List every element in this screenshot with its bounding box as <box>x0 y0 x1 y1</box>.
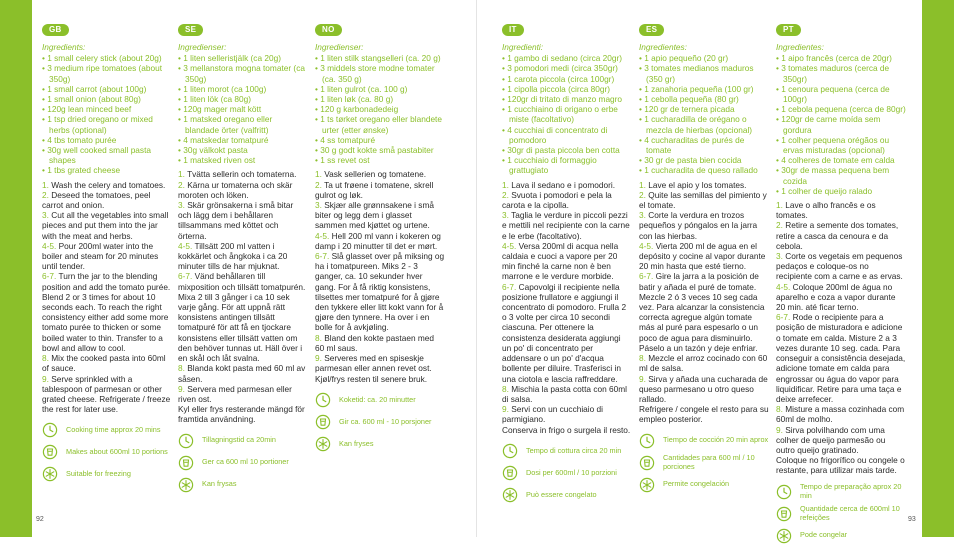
method-step <box>639 353 769 373</box>
ingredient-item: • 30gr de massa pequena bem cozida <box>776 165 906 185</box>
method-steps <box>776 200 906 475</box>
step-text: Sirva y añada una cucharada de queso parmesano u otro queso rallado. <box>639 373 768 404</box>
step-text: Capovolgi il recipiente nella posizione frullatore e aggiungi il concentrato di pomodoro. Frulla 2 o 3 volte per circa 10 secondi ciascuna. Per ottenere la consistenza desiderata aggiungi un po' di concentrato per addensare o un po' d'acqua bollente per diluire. Trasferisci in una ciotola e lascia raffreddare. <box>502 281 627 384</box>
step-text: Svuota i pomodori e pela la carota e la cipolla. <box>502 189 612 211</box>
step-text: Skär grönsakerna i små bitar och lägg dem i behållaren tillsammans med köttet och örterna. <box>178 200 294 241</box>
ingredient-item: • 1 gambo di sedano (circa 20gr) <box>502 53 632 63</box>
step-number: 1. <box>639 179 646 190</box>
ingredient-item: • 1 liten gulrot (ca. 100 g) <box>315 84 445 94</box>
method-step <box>42 190 172 210</box>
info-text: Pode congelar <box>800 530 848 540</box>
method-step <box>178 241 308 272</box>
snowflake-icon <box>42 466 58 482</box>
measuring-jug-icon <box>639 455 655 471</box>
ingredient-item: • 120gr de carne moída sem gordura <box>776 114 906 134</box>
ingredient-item: • 1 tsp dried oregano or mixed herbs (optional) <box>42 114 172 134</box>
method-step <box>776 200 906 220</box>
step-number: 2. <box>178 179 185 190</box>
step-text: Servera med parmesan eller riven ost. <box>178 383 292 404</box>
info-row <box>42 463 172 485</box>
step-number: 9. <box>639 373 646 384</box>
ingredient-item: • 120g mager malt kött <box>178 104 308 114</box>
ingredient-item: • 1 matsked oregano eller blandade örter (valfritt) <box>178 114 308 134</box>
step-number: 6-7. <box>315 251 330 262</box>
method-step <box>42 353 172 373</box>
info-text: Gir ca. 600 ml - 10 porsjoner <box>339 416 432 426</box>
info-text: Quantidade cerca de 600ml 10 refeições <box>800 504 900 522</box>
ingredient-item: • 1 ts tørket oregano eller blandete urter (etter ønske) <box>315 114 445 134</box>
step-text: Ta ut frøene i tomatene, skrell gulrot og løk. <box>315 179 434 200</box>
step-text: Serve sprinkled with a tablespoon of parmesan or other grated cheese. Refrigerate / freeze the rest for later use. <box>42 373 171 415</box>
info-text: Kan fryses <box>339 438 374 448</box>
step-text: Coloque 200ml de água no aparelho e coza a vapor durante 20 min. até ficar terno. <box>776 281 896 313</box>
info-row <box>315 411 445 433</box>
step-text: Versa 200ml di acqua nella caldaia e cuoci a vapore per 20 min finché la carne non è ben marrone e le verdure morbide. <box>502 240 619 282</box>
recipe-info <box>639 430 769 496</box>
info-text: Ger ca 600 ml 10 portioner <box>202 457 289 467</box>
step-number: 1. <box>315 169 322 180</box>
step-number: 2. <box>776 220 783 231</box>
method-step <box>315 353 445 384</box>
language-badge: IT <box>502 24 524 36</box>
step-text: Vierta 200 ml de agua en el depósito y cocine al vapor durante 20 min hasta que esté tierno. <box>639 240 766 272</box>
step-text: Lava il sedano e i pomodori. <box>511 179 616 190</box>
method-step <box>639 210 769 241</box>
method-step <box>42 180 172 190</box>
step-text: Mezcle el arroz cocinado con 60 ml de salsa. <box>639 353 768 374</box>
recipe-info <box>42 419 172 485</box>
method-step <box>502 282 632 384</box>
ingredients-heading: Ingredienser: <box>178 42 227 52</box>
step-number: 9. <box>42 373 49 384</box>
recipe-column-pt <box>776 24 906 547</box>
recipe-column-it <box>502 24 632 506</box>
step-number: 2. <box>502 189 509 200</box>
ingredient-item: • 3 tomates maduros (cerca de 350gr) <box>776 63 906 83</box>
snowflake-icon <box>502 487 518 503</box>
method-steps <box>42 180 172 415</box>
ingredient-item: • 4 colheres de tomate em calda <box>776 155 906 165</box>
ingredient-item: • 3 tomates medianos maduros (350 gr) <box>639 63 769 83</box>
ingredient-item: • 120 g karbonadedeig <box>315 104 445 114</box>
method-step <box>178 271 308 363</box>
info-text: Può essere congelato <box>526 489 597 499</box>
recipe-info <box>315 389 445 455</box>
ingredient-list <box>315 53 445 165</box>
step-text: Vänd behållaren till mixposition och tillsätt tomatpurén. Mixa 2 till 3 gånger i ca 10 sek varje gång. För att uppnå rätt konsistens antingen tillsätt tomatpuré för att få en tjockare konsistens eller tillsätt vatten om den behöver tunnas ut. Häll över i en skål och låt svalna. <box>178 271 306 364</box>
ingredient-item: • 1 cebolla pequeña (80 gr) <box>639 94 769 104</box>
step-text: Bland den kokte pastaen med 60 ml saus. <box>315 332 435 353</box>
recipe-info <box>178 430 308 496</box>
step-number: 9. <box>502 404 509 415</box>
ingredient-item: • 1 aipo francês (cerca de 20gr) <box>776 53 906 63</box>
storage-note: Conserva in frigo o surgela il resto. <box>502 424 631 435</box>
step-text: Deseed the tomatoes, peel carrot and onion. <box>42 189 151 211</box>
snowflake-icon <box>315 436 331 452</box>
step-text: Gire la jarra a la posición de batir y añada el puré de tomate. Mezcle 2 ó 3 veces 10 seg cada vez. Para alcanzar la consistencia correcta agregue algún tomate más al puré para espesarlo o un poco de agua para disminuirlo. Páselo a un tazón y deje enfriar. <box>639 271 765 353</box>
recipe-column-es <box>639 24 769 496</box>
info-text: Makes about 600ml 10 portions <box>66 447 168 457</box>
measuring-jug-icon <box>42 444 58 460</box>
method-steps <box>639 180 769 425</box>
page-number-left: 92 <box>36 516 44 523</box>
ingredient-item: • 4 cucchiai di concentrato di pomodoro <box>502 125 632 145</box>
method-step <box>315 333 445 353</box>
language-badge: NO <box>315 24 342 36</box>
step-text: Lave o alho francês e os tomates. <box>776 200 876 221</box>
ingredient-item: • 1 cipolla piccola (circa 80gr) <box>502 84 632 94</box>
ingredient-item: • 1 cucchiaino di origano o erbe miste (facoltativo) <box>502 104 632 124</box>
ingredient-item: • 1 small celery stick (about 20g) <box>42 53 172 63</box>
ingredient-item: • 1 ss revet ost <box>315 155 445 165</box>
info-text: Suitable for freezing <box>66 469 131 479</box>
ingredient-item: • 4 matskedar tomatpuré <box>178 135 308 145</box>
step-text: Corte la verdura en trozos pequeños y póngalos en la jarra con las hierbas. <box>639 210 758 241</box>
step-text: Sirva polvilhando com uma colher de queijo parmesão ou outro queijo gratinado. <box>776 424 886 455</box>
storage-note: Kyl eller frys resterande mängd för framtida användning. <box>178 404 305 425</box>
step-text: Hell 200 ml vann i kokeren og damp i 20 minutter til det er mørt. <box>315 230 441 251</box>
method-step <box>502 384 632 404</box>
step-text: Lave el apio y los tomates. <box>648 179 747 190</box>
step-number: 4-5. <box>502 240 517 251</box>
storage-note: Coloque no frigorífico ou congele o restante, para utilizar mais tarde. <box>776 455 905 476</box>
ingredient-item: • 3 middels store modne tomater (ca. 350 g) <box>315 63 445 83</box>
method-steps <box>315 169 445 383</box>
ingredient-item: • 120g lean minced beef <box>42 104 172 114</box>
step-text: Taglia le verdure in piccoli pezzi e mettili nel recipiente con la carne e le erbe (facoltativo). <box>502 210 630 241</box>
ingredients-heading: Ingredientes: <box>639 42 687 52</box>
ingredient-item: • 4 ss tomatpuré <box>315 135 445 145</box>
method-step <box>639 374 769 405</box>
method-step <box>315 169 445 179</box>
ingredient-item: • 1 liten selleristjälk (ca 20g) <box>178 53 308 63</box>
ingredients-heading: Ingredienser: <box>315 42 364 52</box>
step-text: Corte os vegetais em pequenos pedaços e coloque-os no recipiente com a carne e as ervas. <box>776 251 903 282</box>
method-steps <box>502 180 632 435</box>
info-row <box>178 474 308 496</box>
step-number: 2. <box>315 179 322 190</box>
info-row <box>178 430 308 452</box>
measuring-jug-icon <box>502 465 518 481</box>
method-step <box>42 271 172 353</box>
recipe-column-se <box>178 24 308 496</box>
info-row <box>502 440 632 462</box>
snowflake-icon <box>178 477 194 493</box>
method-step <box>502 210 632 241</box>
step-number: 4-5. <box>776 281 791 292</box>
ingredient-list <box>502 53 632 175</box>
ingredient-item: • 4 tbs tomato purée <box>42 135 172 145</box>
ingredient-item: • 1 cucharadilla de orégano o mezcla de hierbas (opcional) <box>639 114 769 134</box>
info-row <box>776 525 906 547</box>
method-step <box>315 200 445 231</box>
measuring-jug-icon <box>315 414 331 430</box>
snowflake-icon <box>776 528 792 544</box>
language-badge: GB <box>42 24 69 36</box>
ingredient-item: • 120 gr de ternera picada <box>639 104 769 114</box>
step-number: 4-5. <box>639 240 654 251</box>
step-number: 4-5. <box>178 240 193 251</box>
info-row <box>639 452 769 474</box>
clock-icon <box>502 443 518 459</box>
info-row <box>639 474 769 496</box>
step-number: 8. <box>776 404 783 415</box>
method-step <box>315 251 445 333</box>
info-row <box>42 441 172 463</box>
step-number: 3. <box>315 200 322 211</box>
step-number: 8. <box>315 332 322 343</box>
ingredient-item: • 120gr di tritato di manzo magro <box>502 94 632 104</box>
ingredient-list <box>776 53 906 196</box>
info-row <box>776 481 906 503</box>
clock-icon <box>42 422 58 438</box>
method-step <box>178 169 308 179</box>
step-text: Tillsätt 200 ml vatten i kokkärlet och ångkoka i ca 20 minuter tills de har mjuknat. <box>178 240 288 272</box>
measuring-jug-icon <box>178 455 194 471</box>
measuring-jug-icon <box>776 506 792 522</box>
ingredient-item: • 3 mellanstora mogna tomater (ca 350g) <box>178 63 308 83</box>
step-text: Blanda kokt pasta med 60 ml av såsen. <box>178 363 306 384</box>
ingredient-item: • 1 liten lök (ca 80g) <box>178 94 308 104</box>
clock-icon <box>315 392 331 408</box>
method-step <box>178 384 308 404</box>
step-number: 9. <box>178 383 185 394</box>
ingredient-item: • 3 pomodori medi (circa 350gr) <box>502 63 632 73</box>
step-number: 6-7. <box>776 312 791 323</box>
method-step <box>178 200 308 241</box>
info-text: Cantidades para 600 ml / 10 porciones <box>663 453 755 471</box>
page-gutter <box>476 0 477 537</box>
info-text: Tempo de preparação aprox 20 min <box>800 482 902 500</box>
ingredient-item: • 1 liten løk (ca. 80 g) <box>315 94 445 104</box>
method-step <box>502 190 632 210</box>
language-badge: ES <box>639 24 664 36</box>
info-text: Tempo di cottura circa 20 min <box>526 445 622 455</box>
step-number: 8. <box>178 363 185 374</box>
method-steps <box>178 169 308 424</box>
step-text: Pour 200ml water into the boiler and steam for 20 minutes until tender. <box>42 240 159 272</box>
step-text: Servi con un cucchiaio di parmigiano. <box>502 404 604 425</box>
step-number: 1. <box>42 179 49 190</box>
step-number: 1. <box>502 179 509 190</box>
language-badge: PT <box>776 24 801 36</box>
info-row <box>502 484 632 506</box>
step-number: 9. <box>776 424 783 435</box>
step-text: Kärna ur tomaterna och skär moroten och löken. <box>178 179 293 200</box>
step-number: 3. <box>639 210 646 221</box>
storage-note: Refrigere / congele el resto para su empleo posterior. <box>639 404 769 425</box>
right-page-edge <box>922 0 954 537</box>
step-number: 6-7. <box>178 271 193 282</box>
method-step <box>42 241 172 272</box>
step-number: 1. <box>178 169 185 180</box>
info-text: Dosi per 600ml / 10 porzioni <box>526 467 617 477</box>
info-text: Kan frysas <box>202 479 237 489</box>
ingredient-item: • 1 carota piccola (circa 100gr) <box>502 74 632 84</box>
step-number: 8. <box>42 353 49 364</box>
ingredient-item: • 4 cucharaditas de purés de tomate <box>639 135 769 155</box>
ingredient-item: • 1 apio pequeño (20 gr) <box>639 53 769 63</box>
method-step <box>315 231 445 251</box>
method-step <box>315 180 445 200</box>
info-text: Permite congelación <box>663 479 730 489</box>
info-row <box>315 433 445 455</box>
ingredient-item: • 30 g godt kokte små pastabiter <box>315 145 445 155</box>
step-number: 1. <box>776 200 783 211</box>
recipe-info <box>502 440 632 506</box>
info-row <box>776 503 906 525</box>
ingredient-list <box>178 53 308 165</box>
step-number: 9. <box>315 353 322 364</box>
step-number: 2. <box>639 189 646 200</box>
method-step <box>178 363 308 383</box>
ingredients-heading: Ingredients: <box>42 42 86 52</box>
info-row <box>639 430 769 452</box>
clock-icon <box>776 484 792 500</box>
info-row <box>178 452 308 474</box>
info-text: Cooking time approx 20 mins <box>66 425 161 435</box>
info-row <box>502 462 632 484</box>
step-number: 3. <box>178 200 185 211</box>
step-number: 6-7. <box>502 281 517 292</box>
step-text: Tvätta sellerin och tomaterna. <box>187 169 297 180</box>
step-number: 3. <box>776 251 783 262</box>
ingredient-item: • 30g välkokt pasta <box>178 145 308 155</box>
ingredient-item: • 1 liten morot (ca 100g) <box>178 84 308 94</box>
step-text: Wash the celery and tomatoes. <box>51 179 166 190</box>
method-step <box>776 220 906 251</box>
step-number: 8. <box>502 383 509 394</box>
ingredient-item: • 1 tbs grated cheese <box>42 165 172 175</box>
ingredient-item: • 1 matsked riven ost <box>178 155 308 165</box>
step-text: Slå glasset over på miksing og ha i tomatpureen. Miks 2 - 3 ganger, ca. 10 sekunder hver gang. For å få riktig konsistens, tilsettes mer tomatpuré for å gjøre den tykkere eller litt kokt vann for å gjøre den tynnere. Ha over i en bolle for å avkjøling. <box>315 251 445 333</box>
step-text: Quite las semillas del pimiento y el tomate. <box>639 189 767 211</box>
step-text: Serveres med en spiseskje parmesan eller annen revet ost. Kjøl/frys resten til senere bruk. <box>315 353 432 384</box>
left-page-edge <box>0 0 32 537</box>
step-text: Cut all the vegetables into small pieces and put them into the jar with the meat and herbs. <box>42 210 169 241</box>
info-row <box>315 389 445 411</box>
ingredient-item: • 1 cenoura pequena (cerca de 100gr) <box>776 84 906 104</box>
ingredient-list <box>42 53 172 175</box>
info-text: Koketid: ca. 20 minutter <box>339 394 416 404</box>
method-step <box>776 312 906 404</box>
step-number: 6-7. <box>639 271 654 282</box>
ingredient-list <box>639 53 769 175</box>
method-step <box>42 210 172 241</box>
step-number: 4-5. <box>315 230 330 241</box>
ingredient-item: • 1 colher de queijo ralado <box>776 186 906 196</box>
method-step <box>776 251 906 282</box>
ingredient-item: • 30g well cooked small pasta shapes <box>42 145 172 165</box>
step-text: Retire a semente dos tomates, retire a casca da cenoura e da cebola. <box>776 220 899 251</box>
ingredient-item: • 1 colher pequena orégãos ou ervas misturadas (opcional) <box>776 135 906 155</box>
step-text: Turn the jar to the blending position and add the tomato purée. Blend 2 or 3 times for about 10 seconds each. To reach the right consistency either add some more tomato purée to thicken or some boiled water to thin. Transfer to a bowl and allow to cool. <box>42 271 171 353</box>
ingredient-item: • 3 medium ripe tomatoes (about 350g) <box>42 63 172 83</box>
method-step <box>178 180 308 200</box>
method-step <box>639 271 769 353</box>
step-number: 4-5. <box>42 240 57 251</box>
language-badge: SE <box>178 24 203 36</box>
ingredient-item: • 1 small onion (about 80g) <box>42 94 172 104</box>
ingredient-item: • 1 small carrot (about 100g) <box>42 84 172 94</box>
method-step <box>639 190 769 210</box>
step-number: 3. <box>502 210 509 221</box>
ingredient-item: • 1 cebola pequena (cerca de 80gr) <box>776 104 906 114</box>
method-step <box>502 180 632 190</box>
step-text: Mix the cooked pasta into 60ml of sauce. <box>42 353 166 374</box>
ingredients-heading: Ingredienti: <box>502 42 544 52</box>
method-step <box>502 241 632 282</box>
info-text: Tiempo de cocción 20 min aprox <box>663 435 769 445</box>
step-text: Rode o recipiente para a posição de misturadora e adicione o tomate em calda. Misture 2 a 3 vezes durante 10 seg. cada. Para conseguir a consistência desejada, adicione tomate em calda para engrossar ou água do vapor para liquidificar. Retire para uma taça e deixe arrefecer. <box>776 312 906 404</box>
step-text: Vask sellerien og tomatene. <box>324 169 427 180</box>
ingredients-heading: Ingredientes: <box>776 42 824 52</box>
method-step <box>639 180 769 190</box>
step-number: 8. <box>639 353 646 364</box>
method-step <box>639 241 769 272</box>
ingredient-item: • 1 cucharadita de queso rallado <box>639 165 769 175</box>
method-step <box>776 282 906 313</box>
step-text: Mischia la pasta cotta con 60ml di salsa. <box>502 383 627 404</box>
method-step <box>502 404 632 424</box>
ingredient-item: • 30 gr de pasta bien cocida <box>639 155 769 165</box>
ingredient-item: • 1 zanahoria pequeña (100 gr) <box>639 84 769 94</box>
step-text: Misture a massa cozinhada com 60ml de molho. <box>776 404 905 425</box>
step-number: 2. <box>42 189 49 200</box>
clock-icon <box>178 433 194 449</box>
step-number: 3. <box>42 210 49 221</box>
info-row <box>42 419 172 441</box>
ingredient-item: • 1 cucchiaio di formaggio grattugiato <box>502 155 632 175</box>
info-text: Tillagningstid ca 20min <box>202 435 276 445</box>
snowflake-icon <box>639 477 655 493</box>
method-step <box>42 374 172 415</box>
step-text: Skjær alle grønnsakene i små biter og legg dem i glasset sammen med kjøttet og urtene. <box>315 200 434 231</box>
ingredient-item: • 30gr di pasta piccola ben cotta <box>502 145 632 155</box>
page-number-right: 93 <box>908 516 916 523</box>
clock-icon <box>639 433 655 449</box>
recipe-column-no <box>315 24 445 455</box>
ingredient-item: • 1 liten stilk stangselleri (ca. 20 g) <box>315 53 445 63</box>
method-step <box>776 425 906 456</box>
method-step <box>776 404 906 424</box>
recipe-column-gb <box>42 24 172 485</box>
step-number: 6-7. <box>42 271 57 282</box>
